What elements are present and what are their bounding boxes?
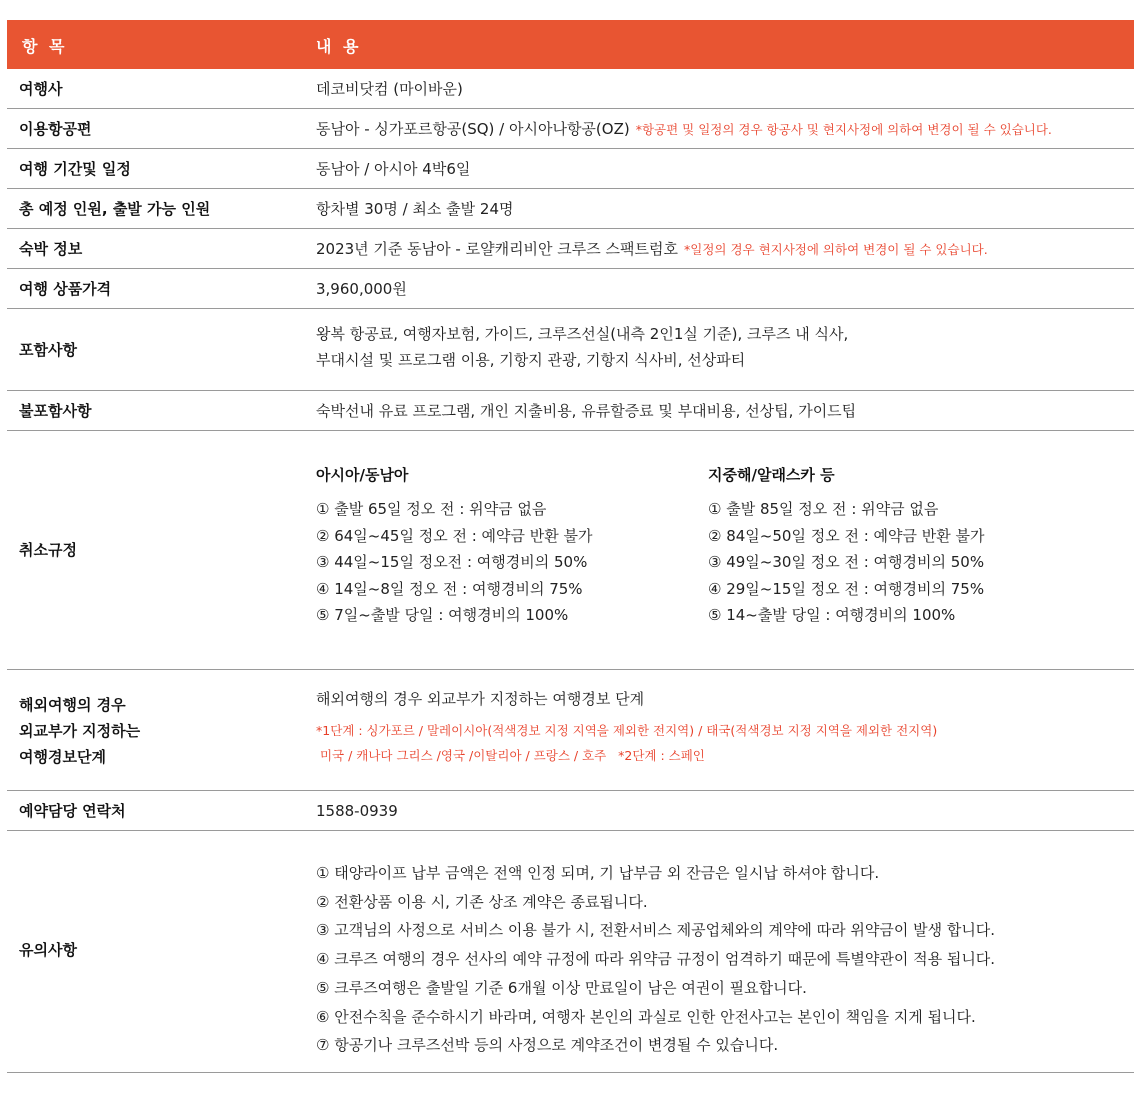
cancel-item: ① 출발 65일 정오 전 : 위약금 없음 (316, 500, 547, 518)
cancel-item: ② 84일~50일 정오 전 : 예약금 반환 불가 (708, 526, 985, 545)
cancel-med-title: 지중해/알래스카 등 (708, 466, 835, 484)
alert-note: *1단계 : 싱가포르 / 말레이시아(적색경보 지정 지역을 제외한 전지역) / 태국(적색경보 지정 지역을 제외한 전지역) (316, 723, 938, 738)
notice-item: ⑥ 안전수칙을 준수하시기 바라며, 여행자 본인의 과실로 인한 안전사고는 본인이 책임을 지게 됩니다. (316, 1007, 976, 1026)
notice-item: ⑦ 항공기나 크루즈선박 등의 사정으로 계약조건이 변경될 수 있습니다. (316, 1036, 779, 1055)
included-line: 왕복 항공료, 여행자보험, 가이드, 크루즈선실(내측 2인1실 기준), 크루즈 내 식사, (316, 325, 849, 343)
row-value (316, 686, 937, 768)
cancel-item: ③ 44일~15일 정오전 : 여행경비의 50% (316, 553, 588, 571)
cancel-item: ② 64일~45일 정오 전 : 예약금 반환 불가 (316, 526, 593, 545)
row-value (316, 236, 988, 263)
row-value (316, 116, 1052, 143)
notice-item: ④ 크루즈 여행의 경우 선사의 예약 규정에 따라 위약금 규정이 엄격하기 때문에 특별약관이 적용 됩니다. (316, 950, 996, 969)
row-label: 여행 상품가격 (19, 280, 112, 298)
table-header (7, 20, 1134, 69)
cancel-item: ① 출발 85일 정오 전 : 위약금 없음 (708, 500, 939, 518)
row-label: 총 예정 인원, 출발 가능 인원 (19, 200, 211, 218)
cancel-item: ④ 14일~8일 정오 전 : 여행경비의 75% (316, 579, 583, 598)
row-label: 여행사 (19, 80, 63, 98)
table-row (7, 189, 1134, 229)
header-content: 내 용 (316, 37, 362, 56)
cancel-mediterranean (708, 462, 985, 629)
alert-label-line: 외교부가 지정하는 (19, 722, 141, 740)
notice-item: ① 태양라이프 납부 금액은 전액 인정 되며, 기 납부금 외 잔금은 일시납 하셔야 합니다. (316, 864, 880, 882)
row-label: 예약담당 연락처 (19, 802, 126, 820)
row-label: 숙박 정보 (19, 240, 83, 258)
row-value: 항차별 30명 / 최소 출발 24명 (316, 200, 514, 218)
table-row (7, 391, 1134, 431)
cancel-policy-row (7, 431, 1134, 670)
row-value: 숙박선내 유료 프로그램, 개인 지출비용, 유류할증료 및 부대비용, 선상팁, 가이드팁 (316, 402, 857, 420)
row-value (316, 321, 848, 373)
travel-alert-row (7, 670, 1134, 791)
table-row (7, 69, 1134, 109)
notice-item: ⑤ 크루즈여행은 출발일 기준 6개월 이상 만료일이 남은 여권이 필요합니다. (316, 978, 807, 997)
row-value (316, 859, 995, 1060)
cancel-asia-title: 아시아/동남아 (316, 466, 409, 484)
row-value: 3,960,000원 (316, 280, 407, 298)
alert-note: 미국 / 캐나다 그리스 /영국 /이탈리아 / 프랑스 / 호주 *2단계 : 스페인 (316, 748, 705, 763)
table-row (7, 269, 1134, 309)
notice-row (7, 831, 1134, 1073)
lodging-note: *일정의 경우 현지사정에 의하여 변경이 될 수 있습니다. (684, 242, 988, 257)
alert-label-line: 여행경보단계 (19, 748, 106, 766)
airline-value: 동남아 - 싱가포르항공(SQ) / 아시아나항공(OZ) (316, 120, 630, 138)
table-row (7, 229, 1134, 269)
contact-phone: 1588-0939 (316, 802, 398, 820)
row-label: 불포함사항 (19, 402, 92, 420)
table-row (7, 309, 1134, 391)
travel-info-table (7, 20, 1134, 1073)
table-row (7, 109, 1134, 149)
row-value: 데코비닷컴 (마이바운) (316, 80, 463, 98)
cancel-item: ④ 29일~15일 정오 전 : 여행경비의 75% (708, 579, 985, 598)
row-label: 포함사항 (19, 341, 77, 359)
row-value: 동남아 / 아시아 4박6일 (316, 160, 471, 178)
lodging-value: 2023년 기준 동남아 - 로얄캐리비안 크루즈 스팩트럼호 (316, 240, 678, 258)
row-label: 취소규정 (19, 541, 77, 559)
table-row (7, 149, 1134, 189)
header-item: 항 목 (22, 37, 68, 56)
notice-item: ② 전환상품 이용 시, 기존 상조 계약은 종료됩니다. (316, 892, 648, 911)
row-label: 유의사항 (19, 941, 77, 959)
included-line: 부대시설 및 프로그램 이용, 기항지 관광, 기항지 식사비, 선상파티 (316, 351, 746, 369)
notice-item: ③ 고객님의 사정으로 서비스 이용 불가 시, 전환서비스 제공업체와의 계약에 따라 위약금이 발생 합니다. (316, 921, 996, 940)
alert-value: 해외여행의 경우 외교부가 지정하는 여행경보 단계 (316, 690, 645, 708)
row-label: 이용항공편 (19, 120, 92, 138)
cancel-item: ③ 49일~30일 정오 전 : 여행경비의 50% (708, 553, 985, 571)
row-label (19, 692, 140, 770)
airline-note: *항공편 및 일정의 경우 항공사 및 현지사정에 의하여 변경이 될 수 있습니다. (635, 122, 1052, 137)
contact-row (7, 791, 1134, 831)
cancel-item: ⑤ 14~출발 당일 : 여행경비의 100% (708, 606, 956, 624)
row-label: 여행 기간및 일정 (19, 160, 131, 178)
cancel-asia (316, 462, 593, 629)
cancel-item: ⑤ 7일~출발 당일 : 여행경비의 100% (316, 606, 569, 624)
alert-label-line: 해외여행의 경우 (19, 696, 126, 714)
